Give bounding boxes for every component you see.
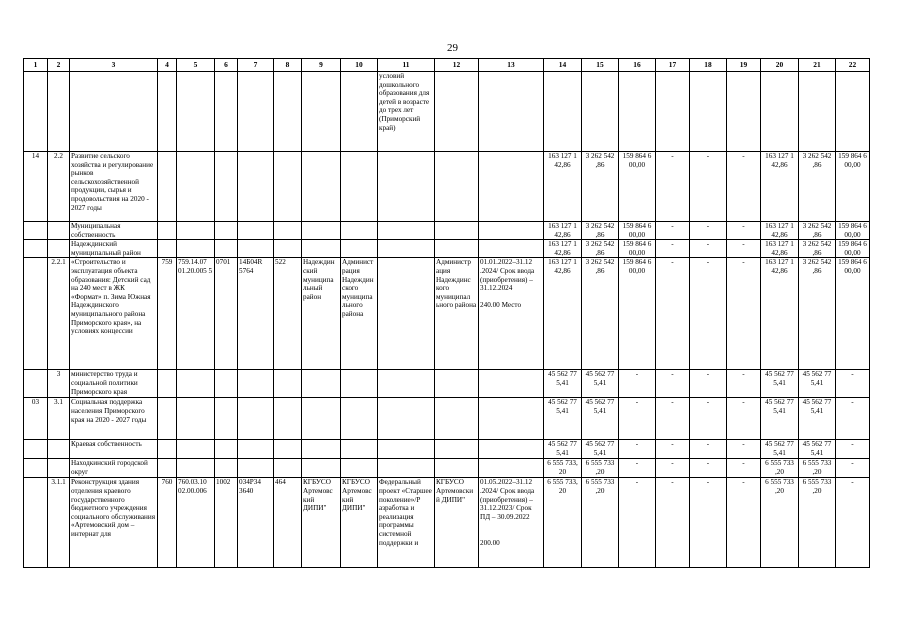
table-cell — [158, 440, 177, 459]
table-cell: - — [727, 222, 761, 240]
table-cell — [479, 459, 544, 478]
column-header: 1 — [24, 59, 48, 72]
table-cell — [158, 222, 177, 240]
column-header: 19 — [727, 59, 761, 72]
table-cell: 3 262 542 ,86 — [799, 152, 836, 222]
table-cell — [479, 440, 544, 459]
table-cell: 45 562 77 5,41 — [544, 440, 582, 459]
table-cell: 1002 — [215, 478, 238, 568]
table-cell: Надеждин ский муниципа льный район — [302, 258, 341, 370]
budget-table — [23, 58, 870, 568]
table-cell — [24, 478, 48, 568]
table-cell — [479, 152, 544, 222]
table-cell: 45 562 77 5,41 — [582, 398, 619, 440]
column-header: 17 — [656, 59, 690, 72]
table-cell — [302, 370, 341, 398]
table-cell — [48, 222, 70, 240]
table-cell: - — [836, 440, 870, 459]
table-cell: 163 127 1 42,86 — [761, 258, 799, 370]
table-cell: 159 864 6 00,00 — [836, 258, 870, 370]
table-cell: 163 127 1 42,86 — [544, 152, 582, 222]
table-cell: Админист рация Надеждин ского муниципа льного района — [341, 258, 378, 370]
table-cell: 45 562 77 5,41 — [582, 440, 619, 459]
table-cell — [177, 222, 215, 240]
table-cell — [158, 72, 177, 152]
table-cell — [274, 152, 302, 222]
table-cell — [238, 440, 274, 459]
table-cell — [177, 398, 215, 440]
column-header: 7 — [238, 59, 274, 72]
table-cell: Краевая собственность — [70, 440, 158, 459]
column-header: 15 — [582, 59, 619, 72]
table-row — [24, 478, 870, 568]
table-cell: 3 — [48, 370, 70, 398]
column-header: 20 — [761, 59, 799, 72]
table-cell — [378, 240, 435, 258]
table-cell: - — [619, 459, 656, 478]
table-cell: 45 562 77 5,41 — [799, 370, 836, 398]
column-header: 8 — [274, 59, 302, 72]
table-cell — [24, 222, 48, 240]
table-cell: 2.2.1 — [48, 258, 70, 370]
table-cell — [435, 72, 479, 152]
table-cell — [24, 72, 48, 152]
column-header: 9 — [302, 59, 341, 72]
table-row — [24, 240, 870, 258]
table-cell — [435, 370, 479, 398]
table-cell: 159 864 6 00,00 — [619, 222, 656, 240]
table-cell: Развитие сельского хозяйства и регулирование рынков сельскохозяйственной продукции, сырья и продовольствия на 2020 - 2027 годы — [70, 152, 158, 222]
table-cell: - — [690, 440, 727, 459]
column-header: 3 — [70, 59, 158, 72]
table-cell — [158, 240, 177, 258]
table-cell: Федеральный проект «Старшее поколение»/Р азработка и реализация программы системной поддержки и — [378, 478, 435, 568]
table-cell: - — [727, 370, 761, 398]
table-cell: 159 864 6 00,00 — [836, 240, 870, 258]
table-cell — [378, 440, 435, 459]
table-cell: 45 562 77 5,41 — [761, 440, 799, 459]
table-cell: - — [690, 370, 727, 398]
table-cell — [177, 440, 215, 459]
table-cell — [177, 370, 215, 398]
table-cell — [238, 72, 274, 152]
column-header: 21 — [799, 59, 836, 72]
table-cell: 3.1 — [48, 398, 70, 440]
table-cell: КГБУСО Артемовс кий ДИПИ" — [341, 478, 378, 568]
table-cell: 45 562 77 5,41 — [544, 370, 582, 398]
table-cell — [215, 459, 238, 478]
table-cell: - — [727, 440, 761, 459]
table-cell: 3 262 542 ,86 — [582, 222, 619, 240]
table-cell: Надеждинский муниципальный район — [70, 240, 158, 258]
table-cell: «Строительство и эксплуатация объекта образования: Детский сад на 240 мест в ЖК «Формат» п. Зима Южная Надеждинского муниципального района Приморского края», на условиях концессии — [70, 258, 158, 370]
table-cell — [48, 440, 70, 459]
table-cell — [274, 72, 302, 152]
table-cell: 159 864 6 00,00 — [836, 222, 870, 240]
column-header: 11 — [378, 59, 435, 72]
table-cell — [177, 240, 215, 258]
table-cell: Муниципальная собственность — [70, 222, 158, 240]
table-cell — [302, 398, 341, 440]
table-cell: 6 555 733, 20 — [544, 478, 582, 568]
table-cell: 159 864 6 00,00 — [619, 152, 656, 222]
table-cell: Администр ация Надеждинс кого муниципал ьного района — [435, 258, 479, 370]
table-cell — [158, 370, 177, 398]
table-cell: - — [656, 240, 690, 258]
table-cell: 3 262 542 ,86 — [582, 152, 619, 222]
table-cell: 163 127 1 42,86 — [544, 258, 582, 370]
column-header: 4 — [158, 59, 177, 72]
table-cell — [158, 398, 177, 440]
table-cell: 6 555 733 ,20 — [799, 478, 836, 568]
table-cell — [215, 152, 238, 222]
table-row — [24, 398, 870, 440]
table-cell: - — [836, 459, 870, 478]
table-cell: 14Б04R 5764 — [238, 258, 274, 370]
column-header: 16 — [619, 59, 656, 72]
table-cell: 6 555 733 ,20 — [761, 459, 799, 478]
table-cell — [24, 240, 48, 258]
table-cell — [302, 440, 341, 459]
table-cell — [836, 72, 870, 152]
table-cell: 159 864 6 00,00 — [836, 152, 870, 222]
table-cell — [215, 398, 238, 440]
table-cell — [341, 152, 378, 222]
table-cell: 760 — [158, 478, 177, 568]
table-cell — [274, 440, 302, 459]
page-number: 29 — [447, 42, 458, 54]
table-cell: Социальная поддержка населения Приморского края на 2020 - 2027 годы — [70, 398, 158, 440]
table-cell — [435, 398, 479, 440]
table-cell: 6 555 733, 20 — [544, 459, 582, 478]
table-cell: 522 — [274, 258, 302, 370]
table-cell: 034P34 3640 — [238, 478, 274, 568]
table-cell — [215, 440, 238, 459]
table-cell — [479, 370, 544, 398]
table-cell: 2.2 — [48, 152, 70, 222]
table-cell: 163 127 1 42,86 — [761, 152, 799, 222]
table-cell — [435, 440, 479, 459]
table-cell — [341, 240, 378, 258]
table-cell: - — [656, 370, 690, 398]
table-cell — [238, 459, 274, 478]
column-header: 14 — [544, 59, 582, 72]
table-cell — [378, 398, 435, 440]
table-cell: - — [656, 222, 690, 240]
table-cell: - — [690, 258, 727, 370]
table-cell: 3 262 542 ,86 — [582, 258, 619, 370]
table-cell: - — [690, 459, 727, 478]
table-cell: 6 555 733 ,20 — [761, 478, 799, 568]
table-cell: - — [727, 240, 761, 258]
table-cell — [215, 222, 238, 240]
table-cell: - — [656, 440, 690, 459]
table-cell: 163 127 1 42,86 — [761, 222, 799, 240]
table-cell — [302, 72, 341, 152]
table-cell: 45 562 77 5,41 — [761, 370, 799, 398]
table-cell: 163 127 1 42,86 — [544, 222, 582, 240]
table-cell: 3 262 542 ,86 — [582, 240, 619, 258]
table-cell: 03 — [24, 398, 48, 440]
table-row — [24, 459, 870, 478]
table-cell: 01.05.2022–31.12 .2024/ Срок ввода (приобретения) – 31.12.2023/ Срок ПД – 30.09.2022 200.00 — [479, 478, 544, 568]
column-header: 2 — [48, 59, 70, 72]
table-cell: - — [619, 478, 656, 568]
table-cell — [341, 370, 378, 398]
table-cell: 163 127 1 42,86 — [544, 240, 582, 258]
table-row — [24, 222, 870, 240]
table-cell — [544, 72, 582, 152]
table-cell — [158, 459, 177, 478]
table-cell — [215, 72, 238, 152]
table-cell — [274, 398, 302, 440]
table-cell: 45 562 77 5,41 — [799, 398, 836, 440]
table-cell — [177, 72, 215, 152]
table-cell: КГБУСО Артемовс кий ДИПИ" — [302, 478, 341, 568]
table-cell: 3 262 542 ,86 — [799, 258, 836, 370]
table-cell: - — [836, 478, 870, 568]
table-cell: 45 562 77 5,41 — [544, 398, 582, 440]
table-cell: - — [656, 459, 690, 478]
table-cell: 14 — [24, 152, 48, 222]
table-cell — [341, 459, 378, 478]
table-row — [24, 72, 870, 152]
table-cell: Находкинский городской округ — [70, 459, 158, 478]
table-cell: - — [619, 398, 656, 440]
table-cell — [158, 152, 177, 222]
table-cell: - — [727, 398, 761, 440]
table-cell — [238, 398, 274, 440]
table-cell — [215, 240, 238, 258]
table-cell — [238, 222, 274, 240]
table-cell — [341, 440, 378, 459]
table-cell: 6 555 733 ,20 — [799, 459, 836, 478]
table-cell: - — [727, 258, 761, 370]
table-cell: 45 562 77 5,41 — [582, 370, 619, 398]
table-cell: - — [727, 478, 761, 568]
table-cell — [274, 240, 302, 258]
column-header: 22 — [836, 59, 870, 72]
table-cell: 45 562 77 5,41 — [799, 440, 836, 459]
table-cell — [479, 398, 544, 440]
table-cell: - — [690, 398, 727, 440]
table-cell: 45 562 77 5,41 — [761, 398, 799, 440]
table-cell — [302, 152, 341, 222]
table-cell: - — [727, 152, 761, 222]
table-cell: - — [727, 459, 761, 478]
table-cell — [70, 72, 158, 152]
table-cell: 3 262 542 ,86 — [799, 222, 836, 240]
table-cell: 759.14.07 01.20.005 5 — [177, 258, 215, 370]
table-cell — [24, 459, 48, 478]
table-cell: - — [836, 370, 870, 398]
table-cell — [24, 370, 48, 398]
table-cell: - — [656, 152, 690, 222]
table-cell: - — [690, 478, 727, 568]
table-cell — [177, 152, 215, 222]
table-cell — [479, 222, 544, 240]
table-cell: - — [656, 398, 690, 440]
table-cell — [435, 222, 479, 240]
table-row — [24, 440, 870, 459]
table-cell: 760.03.10 02.00.006 — [177, 478, 215, 568]
table-cell — [378, 258, 435, 370]
table-cell — [24, 440, 48, 459]
table-cell — [378, 152, 435, 222]
table-cell: 6 555 733 ,20 — [582, 459, 619, 478]
table-cell — [690, 72, 727, 152]
table-cell — [378, 370, 435, 398]
header-row — [24, 59, 870, 72]
table-cell — [48, 240, 70, 258]
table-cell: - — [690, 240, 727, 258]
column-header: 13 — [479, 59, 544, 72]
table-cell — [435, 459, 479, 478]
table-cell: - — [656, 478, 690, 568]
table-cell — [761, 72, 799, 152]
table-cell — [24, 258, 48, 370]
table-row — [24, 370, 870, 398]
table-cell — [238, 152, 274, 222]
table-cell — [238, 240, 274, 258]
table-cell: - — [690, 152, 727, 222]
table-cell — [215, 370, 238, 398]
table-cell — [341, 72, 378, 152]
table-cell: 159 864 6 00,00 — [619, 240, 656, 258]
table-cell: 163 127 1 42,86 — [761, 240, 799, 258]
table-cell — [274, 222, 302, 240]
table-cell — [799, 72, 836, 152]
table-cell — [378, 459, 435, 478]
table-row — [24, 258, 870, 370]
table-cell: Реконструкция здания отделения краевого государственного бюджетного учреждения социального обслуживания «Артемовский дом – интернат для — [70, 478, 158, 568]
table-cell: - — [656, 258, 690, 370]
table-cell — [435, 152, 479, 222]
table-cell — [302, 222, 341, 240]
column-header: 6 — [215, 59, 238, 72]
table-cell — [238, 370, 274, 398]
table-cell: 159 864 6 00,00 — [619, 258, 656, 370]
table-cell: министерство труда и социальной политики Приморского края — [70, 370, 158, 398]
table-cell: 3.1.1 — [48, 478, 70, 568]
table-cell — [582, 72, 619, 152]
table-cell: 0701 — [215, 258, 238, 370]
table-cell: 01.01.2022–31.12 .2024/ Срок ввода (приобретения) – 31.12.2024 240.00 Место — [479, 258, 544, 370]
table-cell: 6 555 733 ,20 — [582, 478, 619, 568]
table-cell — [435, 240, 479, 258]
table-cell — [302, 240, 341, 258]
table-cell: - — [836, 398, 870, 440]
column-header: 12 — [435, 59, 479, 72]
table-cell — [727, 72, 761, 152]
table-cell — [341, 222, 378, 240]
table-cell: - — [690, 222, 727, 240]
table-cell — [479, 240, 544, 258]
table-cell: КГБУСО Артемовски й ДИПИ" — [435, 478, 479, 568]
table-cell — [274, 459, 302, 478]
table-cell: 3 262 542 ,86 — [799, 240, 836, 258]
table-cell — [341, 398, 378, 440]
table-cell — [48, 459, 70, 478]
column-header: 5 — [177, 59, 215, 72]
table-cell — [302, 459, 341, 478]
table-cell — [274, 370, 302, 398]
table-cell — [177, 459, 215, 478]
table-cell — [48, 72, 70, 152]
column-header: 10 — [341, 59, 378, 72]
table-cell — [378, 222, 435, 240]
table-cell: 759 — [158, 258, 177, 370]
table-cell: условий дошкольного образования для детей в возрасте до трех лет (Приморский край) — [378, 72, 435, 152]
table-row — [24, 152, 870, 222]
table-cell — [656, 72, 690, 152]
table-cell — [619, 72, 656, 152]
table-cell: - — [619, 370, 656, 398]
table-cell — [479, 72, 544, 152]
column-header: 18 — [690, 59, 727, 72]
table-cell: 464 — [274, 478, 302, 568]
table-cell: - — [619, 440, 656, 459]
